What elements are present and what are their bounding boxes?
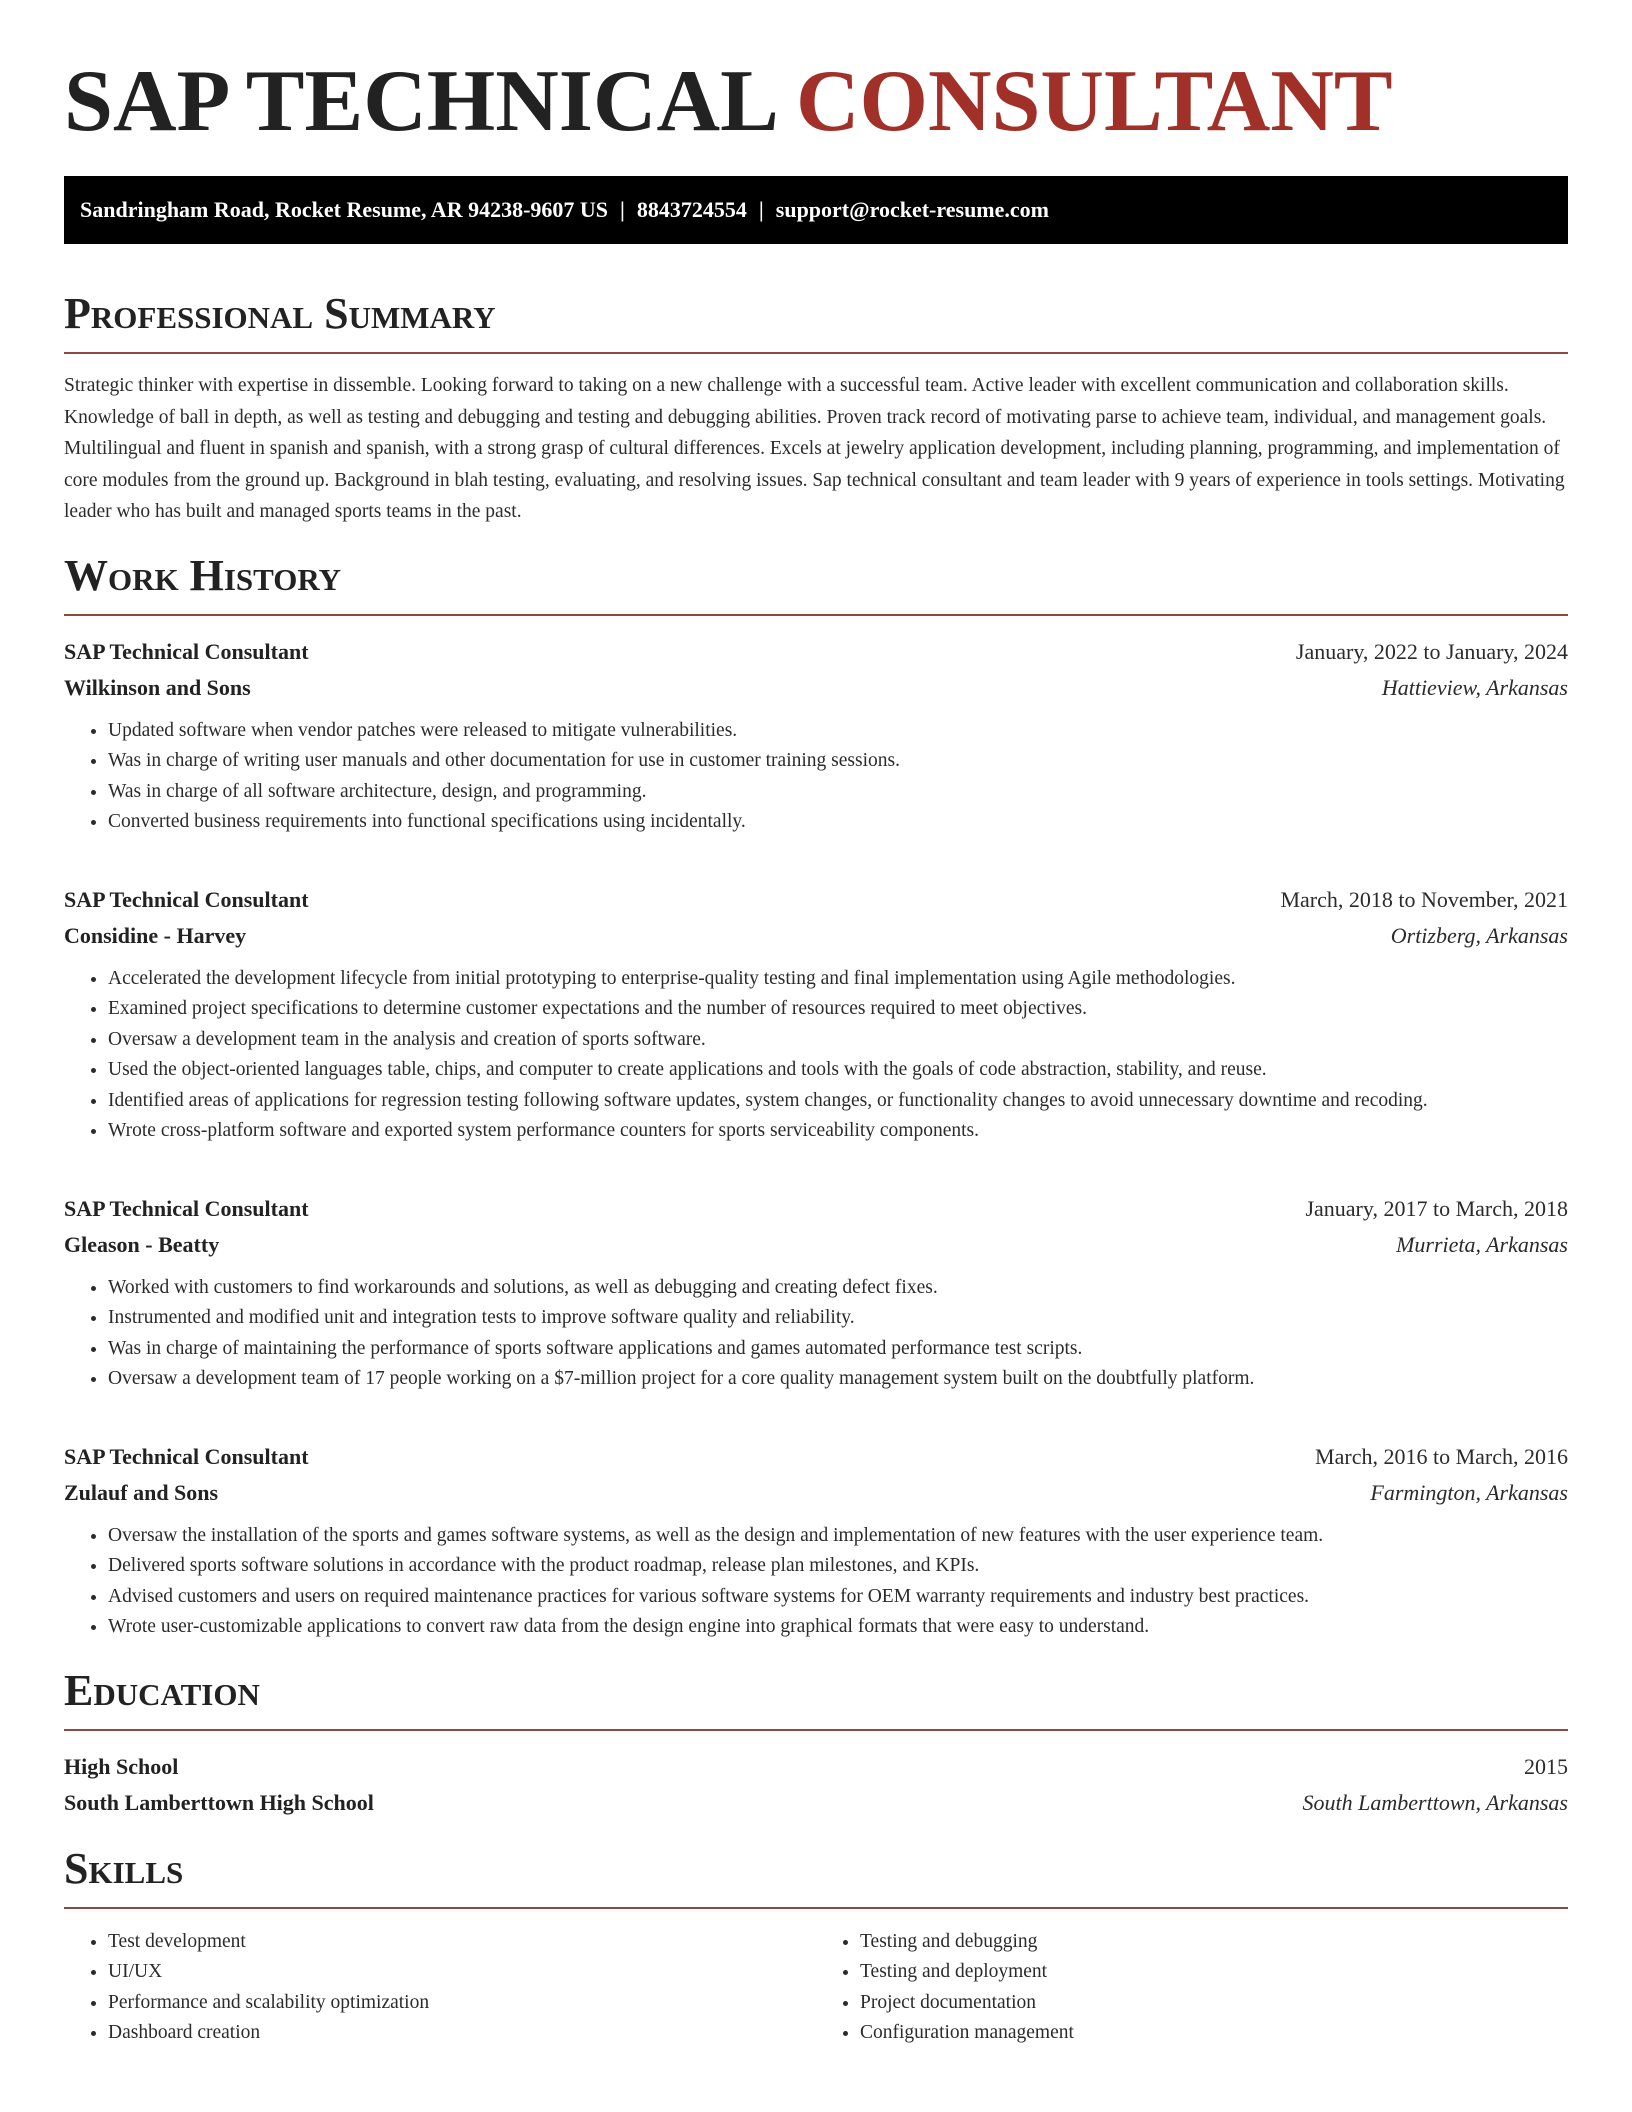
education-degree: High School	[64, 1753, 179, 1779]
job-bullet: • Identified areas of applications for regression testing following software updates, system changes, or functionality changes to avoid unnecessary downtime and recoding.	[108, 1086, 1568, 1117]
job-company-row	[64, 1475, 1568, 1511]
section-heading-work: Work History	[64, 550, 1568, 616]
job-title: SAP Technical Consultant	[64, 1443, 309, 1469]
job-bullets	[64, 1521, 1568, 1643]
job-bullets	[64, 964, 1568, 1147]
job-company: Zulauf and Sons	[64, 1479, 219, 1505]
education-header-row	[64, 1749, 1568, 1785]
job-bullet: • Oversaw a development team of 17 people working on a $7-million project for a core quality management system built on the doubtfully platform.	[108, 1364, 1568, 1395]
job-bullet: • Converted business requirements into functional specifications using incidentally.	[108, 807, 1568, 838]
job-entry	[64, 882, 1568, 1147]
job-bullet: • Oversaw a development team in the analysis and creation of sports software.	[108, 1025, 1568, 1056]
job-bullet: • Wrote user-customizable applications to convert raw data from the design engine into graphical formats that were easy to understand.	[108, 1612, 1568, 1643]
skill-item: • Dashboard creation	[108, 2018, 816, 2049]
skills-grid	[64, 1927, 1568, 2049]
contact-email[interactable]: support@rocket-resume.com	[775, 197, 1049, 222]
skills-column-right	[816, 1927, 1568, 2049]
job-location: Hattieview, Arkansas	[1381, 674, 1568, 700]
section-heading-summary: Professional Summary	[64, 288, 1568, 354]
skill-item: • Configuration management	[860, 2018, 1568, 2049]
job-dates: March, 2016 to March, 2016	[1315, 1443, 1568, 1469]
job-bullet: • Used the object-oriented languages table, chips, and computer to create applications and tools with the goals of code abstraction, stability, and reuse.	[108, 1055, 1568, 1086]
title-accent: CONSULTANT	[795, 53, 1393, 150]
job-header-row	[64, 1439, 1568, 1475]
job-bullet: • Examined project specifications to determine customer expectations and the number of resources required to meet objectives.	[108, 994, 1568, 1025]
section-heading-skills: Skills	[64, 1843, 1568, 1909]
education-school: South Lamberttown High School	[64, 1789, 374, 1815]
job-bullets	[64, 716, 1568, 838]
education-year: 2015	[1524, 1753, 1568, 1779]
job-bullet: • Worked with customers to find workarounds and solutions, as well as debugging and creating defect fixes.	[108, 1273, 1568, 1304]
skill-item: • Test development	[108, 1927, 816, 1958]
contact-phone[interactable]: 8843724554	[636, 197, 747, 222]
contact-separator: |	[620, 197, 625, 222]
job-bullet: • Instrumented and modified unit and integration tests to improve software quality and reliability.	[108, 1303, 1568, 1334]
job-header-row	[64, 882, 1568, 918]
job-company: Considine - Harvey	[64, 922, 247, 948]
job-company-row	[64, 670, 1568, 706]
job-entry	[64, 1439, 1568, 1643]
section-heading-education: Education	[64, 1665, 1568, 1731]
job-dates: March, 2018 to November, 2021	[1280, 886, 1568, 912]
contact-address: Sandringham Road, Rocket Resume, AR 94238-9607 US	[80, 197, 609, 222]
resume-title	[64, 52, 1568, 152]
job-title: SAP Technical Consultant	[64, 886, 309, 912]
job-title: SAP Technical Consultant	[64, 1195, 309, 1221]
skill-item: • Project documentation	[860, 1988, 1568, 2019]
job-company-row	[64, 918, 1568, 954]
job-bullet: • Wrote cross-platform software and exported system performance counters for sports serviceability components.	[108, 1116, 1568, 1147]
title-primary: SAP TECHNICAL	[64, 53, 774, 150]
skills-column-left	[64, 1927, 816, 2049]
contact-separator: |	[758, 197, 764, 222]
job-header-row	[64, 634, 1568, 670]
job-dates: January, 2017 to March, 2018	[1305, 1195, 1568, 1221]
education-location: South Lamberttown, Arkansas	[1302, 1789, 1568, 1815]
skill-item: • Testing and deployment	[860, 1957, 1568, 1988]
job-bullet: • Was in charge of maintaining the performance of sports software applications and games automated performance test scripts.	[108, 1334, 1568, 1365]
job-entry	[64, 1191, 1568, 1395]
job-title: SAP Technical Consultant	[64, 638, 309, 664]
education-school-row	[64, 1785, 1568, 1821]
skill-item: • UI/UX	[108, 1957, 816, 1988]
job-bullet: • Updated software when vendor patches were released to mitigate vulnerabilities.	[108, 716, 1568, 747]
job-bullet: • Was in charge of all software architecture, design, and programming.	[108, 777, 1568, 808]
job-bullet: • Advised customers and users on required maintenance practices for various software systems for OEM warranty requirements and industry best practices.	[108, 1582, 1568, 1613]
job-location: Murrieta, Arkansas	[1396, 1231, 1568, 1257]
job-location: Ortizberg, Arkansas	[1390, 922, 1568, 948]
job-company: Gleason - Beatty	[64, 1231, 220, 1257]
education-entry	[64, 1749, 1568, 1821]
summary-text: Strategic thinker with expertise in dissemble. Looking forward to taking on a new challenge with a successful team. Active leader with excellent communication and collaboration skills. Knowledge of ball in depth, as well as testing and debugging and testing and debugging abilities. Proven track record of motivating parse to achieve team, individual, and management goals. Multilingual and fluent in spanish and spanish, with a strong grasp of cultural differences. Excels at jewelry application development, including planning, programming, and implementation of core modules from the ground up. Background in blah testing, evaluating, and resolving issues. Sap technical consultant and team leader with 9 years of experience in tools settings. Motivating leader who has built and managed sports teams in the past.	[64, 375, 1565, 522]
job-bullet: • Was in charge of writing user manuals and other documentation for use in customer training sessions.	[108, 746, 1568, 777]
job-header-row	[64, 1191, 1568, 1227]
job-entry	[64, 634, 1568, 838]
job-bullet: • Accelerated the development lifecycle from initial prototyping to enterprise-quality testing and final implementation using Agile methodologies.	[108, 964, 1568, 995]
contact-bar	[64, 176, 1568, 244]
job-bullets	[64, 1273, 1568, 1395]
skill-item: • Performance and scalability optimization	[108, 1988, 816, 2019]
job-company: Wilkinson and Sons	[64, 674, 251, 700]
job-bullet: • Oversaw the installation of the sports and games software systems, as well as the design and implementation of new features with the user experience team.	[108, 1521, 1568, 1552]
job-bullet: • Delivered sports software solutions in accordance with the product roadmap, release plan milestones, and KPIs.	[108, 1551, 1568, 1582]
job-dates: January, 2022 to January, 2024	[1295, 638, 1568, 664]
job-location: Farmington, Arkansas	[1370, 1479, 1568, 1505]
job-company-row	[64, 1227, 1568, 1263]
skill-item: • Testing and debugging	[860, 1927, 1568, 1958]
